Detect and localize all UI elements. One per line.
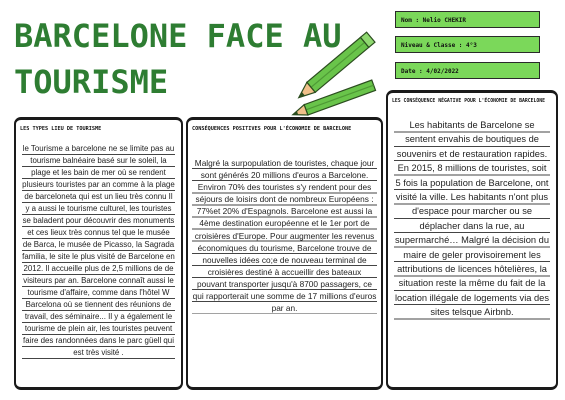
negative-consequences-text: Les habitants de Barcelone se sentent envahis de boutiques de souvenirs et de restauration rapides. En 2015, 8 millions de touristes, soit 5 fois la population de Barcelone, ont visité la ville. Les habitants n'ont plus d'espace pour marcher ou se déplacher dans la rue, au supermarché… Malgré la décision du maire de geler provisoirement les attributions de licences hôtelières, la situation reste la même du fait de la location illégale de logements via des sites telsque Airbnb. xyxy=(394,118,550,320)
negative-consequences-column xyxy=(386,90,558,390)
tourism-types-heading: LES TYPES LIEU DE TOURISME xyxy=(20,126,102,132)
class-level-box: Niveau & Classe : 4°3 xyxy=(395,36,540,53)
positive-consequences-text: Malgré la surpopulation de touristes, chaque jour sont générés 20 millions d'euros a Barcelone. Environ 70% des touristes s'y rendent pour des séjours de loisirs dont de nombreux Européens : 77%et 20% d'Espagnols. Barcelone est aussi la 4ème destination européenne et le 1er port de croisières d'Europe. Pour augmenter les revenus économiques du tourisme, Barcelone trouve de nouvelles idées co;e de nouveau terminal de croisières destiné à accueillir des bateaux pouvant transporter jusqu'à 8700 passagers, ce qui rapporterait une somme de 17 millions d'euros par an. xyxy=(192,158,377,314)
page-title-line-1: BARCELONE FACE AU xyxy=(14,17,342,55)
date-box: Date : 4/02/2022 xyxy=(395,62,540,79)
tourism-types-column xyxy=(14,117,183,390)
page-title-line-2: TOURISME xyxy=(14,63,169,101)
student-name-box: Nom : Nelio CHEKIR xyxy=(395,11,540,28)
negative-consequences-heading: LES CONSÉQUENCE NÉGATIVE POUR L'ÉCONOMIE DE BARCELONE xyxy=(392,99,546,104)
positive-consequences-column xyxy=(186,117,383,390)
positive-consequences-heading: CONSÉQUENCES POSITIVES POUR L'ÉCONOMIE DE BARCELONE xyxy=(192,126,352,132)
tourism-types-text: le Tourisme a barcelone ne se limite pas au tourisme balnéaire basé sur le soleil, la plage et les bain de mer où se rendent plusieurs touristes par an comme à la plage de barceloneta qui est un lieu très connu Il y a aussi le tourisme culturel, les touristes se baladent pour découvrir des monuments et ces lieux très connus tel que le musée de Barca, le musée de Picasso, la Sagrada familia, le site le plus visité de Barcelone en 2012. Il accueille plus de 2,5 millions de de visiteurs par an. Barcelone connaît aussi le tourisme d'affaire, comme dans l'hôtel W Barcelona où se tiennent des réunions de travail, des séminaire... Il y a également le tourisme de plein air, les touristes peuvent faire des randonnées dans le parc güell qui est très visité . xyxy=(22,144,175,357)
green-pencil-icon xyxy=(290,78,390,118)
